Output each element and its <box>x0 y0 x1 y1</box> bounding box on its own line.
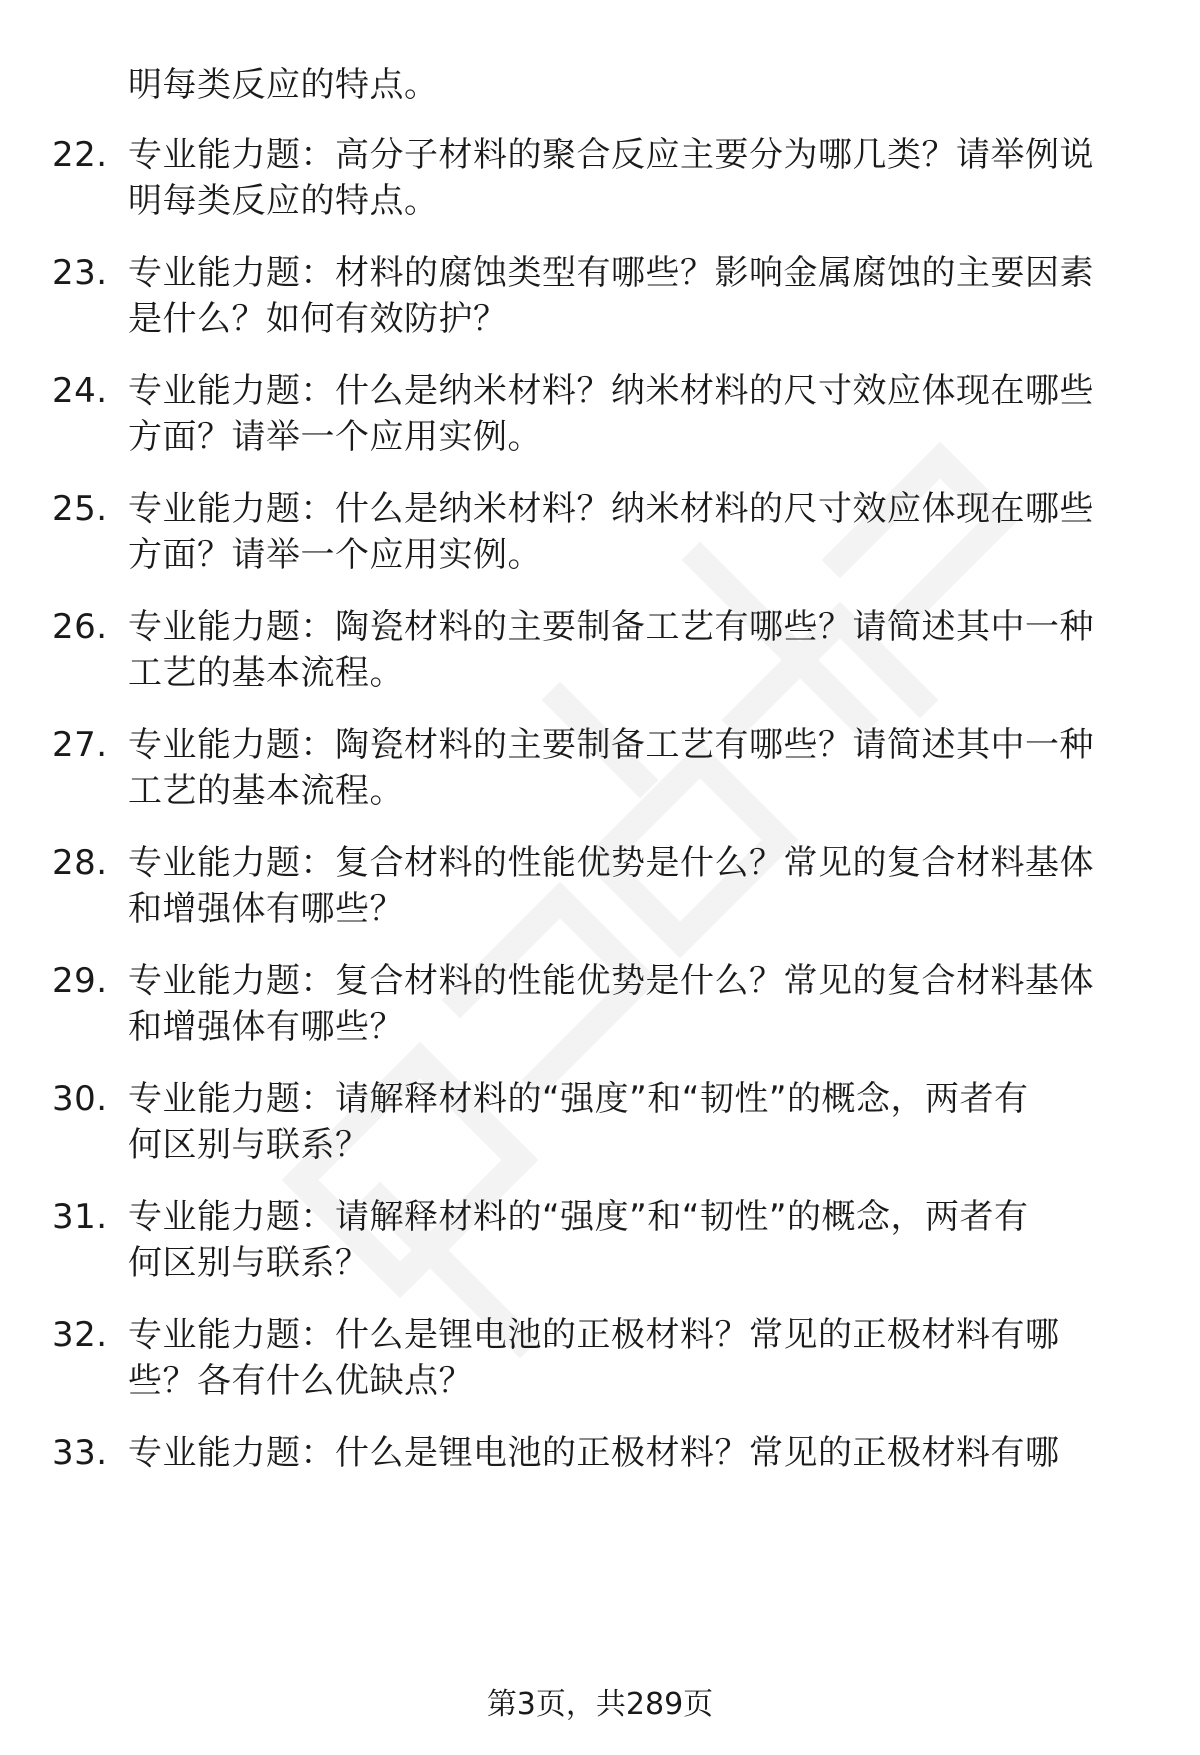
continuation-line: 明每类反应的特点。 <box>128 65 439 105</box>
question-text-line: 明每类反应的特点。 <box>128 181 439 221</box>
question-number: 30. <box>52 1079 108 1119</box>
question-text <box>128 368 1138 460</box>
question-text-line: 专业能力题：什么是锂电池的正极材料？常见的正极材料有哪 <box>128 1433 1060 1473</box>
question-text <box>128 250 1138 342</box>
question-text-line: 工艺的基本流程。 <box>128 771 404 811</box>
question-text <box>128 1076 1138 1168</box>
question-text-line: 专业能力题：请解释材料的“强度”和“韧性”的概念，两者有 <box>128 1079 1029 1119</box>
question-text-line: 是什么？如何有效防护？ <box>128 299 508 339</box>
question-text-line: 些？各有什么优缺点？ <box>128 1361 473 1401</box>
question-text-line: 专业能力题：什么是纳米材料？纳米材料的尺寸效应体现在哪些 <box>128 489 1094 529</box>
question-text-line: 专业能力题：陶瓷材料的主要制备工艺有哪些？请简述其中一种 <box>128 725 1094 765</box>
question-number: 27. <box>52 725 108 765</box>
question-text-line: 和增强体有哪些？ <box>128 889 404 929</box>
question-text-line: 专业能力题：高分子材料的聚合反应主要分为哪几类？请举例说 <box>128 135 1094 175</box>
question-text-line: 和增强体有哪些？ <box>128 1007 404 1047</box>
question-text-line: 专业能力题：什么是锂电池的正极材料？常见的正极材料有哪 <box>128 1315 1060 1355</box>
question-text-line: 专业能力题：什么是纳米材料？纳米材料的尺寸效应体现在哪些 <box>128 371 1094 411</box>
question-text <box>128 1312 1138 1404</box>
question-text-line: 何区别与联系？ <box>128 1125 370 1165</box>
question-text <box>128 958 1138 1050</box>
question-text <box>128 1194 1138 1286</box>
question-text <box>128 604 1138 696</box>
question-number: 24. <box>52 371 108 411</box>
question-text-line: 专业能力题：材料的腐蚀类型有哪些？影响金属腐蚀的主要因素 <box>128 253 1094 293</box>
question-text-line: 专业能力题：复合材料的性能优势是什么？常见的复合材料基体 <box>128 843 1094 883</box>
question-number: 31. <box>52 1197 108 1237</box>
question-number: 33. <box>52 1433 108 1473</box>
question-text-line: 方面？请举一个应用实例。 <box>128 417 542 457</box>
question-text-line: 专业能力题：陶瓷材料的主要制备工艺有哪些？请简述其中一种 <box>128 607 1094 647</box>
question-text <box>128 722 1138 814</box>
question-text-line: 工艺的基本流程。 <box>128 653 404 693</box>
question-number: 25. <box>52 489 108 529</box>
question-text <box>128 486 1138 578</box>
question-number: 28. <box>52 843 108 883</box>
question-text-line: 专业能力题：复合材料的性能优势是什么？常见的复合材料基体 <box>128 961 1094 1001</box>
question-text <box>128 132 1138 224</box>
question-number: 23. <box>52 253 108 293</box>
question-text <box>128 1430 1138 1476</box>
question-text-line: 何区别与联系？ <box>128 1243 370 1283</box>
question-number: 29. <box>52 961 108 1001</box>
question-number: 32. <box>52 1315 108 1355</box>
question-text-line: 专业能力题：请解释材料的“强度”和“韧性”的概念，两者有 <box>128 1197 1029 1237</box>
page-footer: 第3页，共289页 <box>486 1687 714 1722</box>
question-text <box>128 840 1138 932</box>
question-number: 26. <box>52 607 108 647</box>
question-text-line: 方面？请举一个应用实例。 <box>128 535 542 575</box>
question-number: 22. <box>52 135 108 175</box>
